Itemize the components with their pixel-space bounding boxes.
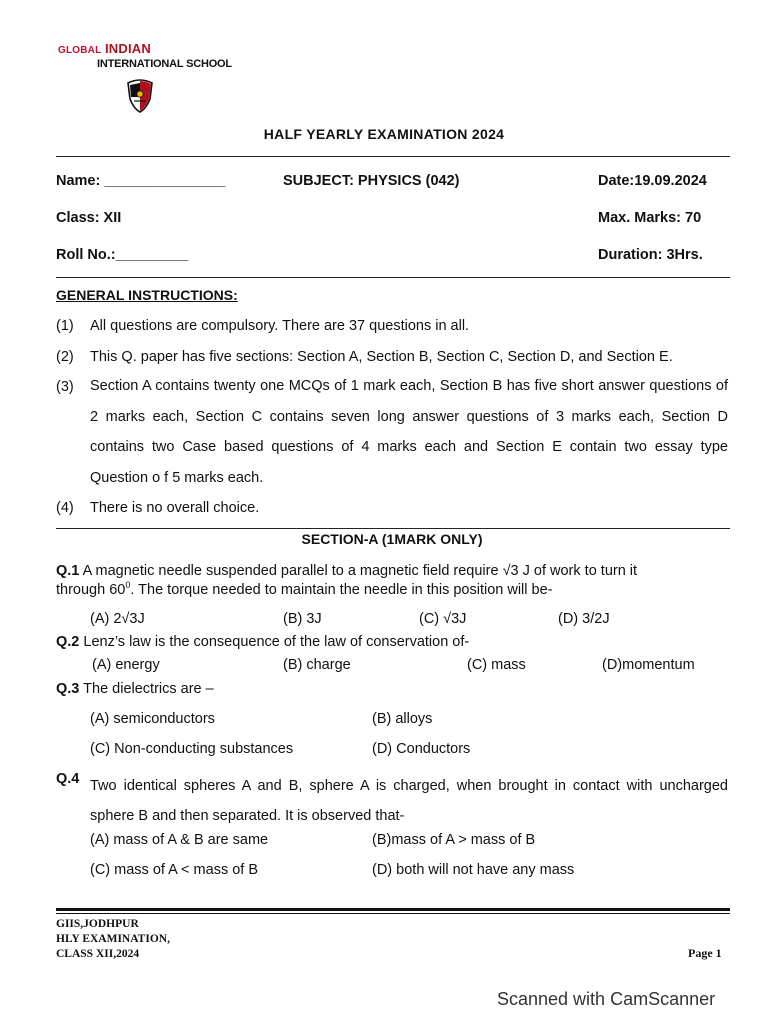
question-text: . The torque needed to maintain the needle in this position will be-: [130, 581, 553, 598]
option-b: (B)mass of A > mass of B: [372, 832, 536, 848]
school-global: GLOBAL: [58, 45, 102, 56]
question-3: [56, 681, 728, 697]
question-text: The dielectrics are –: [83, 681, 214, 697]
instruction-text: Section A contains twenty one MCQs of 1 mark each, Section B has five short answer questions of 2 marks each, Section C contains seven long answer questions of 3 marks each, Section D contains two Case based questions of 4 marks each and Section E contain two essay type Question o f 5 marks each.: [90, 378, 728, 486]
school-name-line2: INTERNATIONAL SCHOOL: [97, 58, 232, 70]
question-text: A magnetic needle suspended parallel to a magnetic field require √3 J of work to turn it: [82, 563, 638, 579]
option-c: (C) mass of A < mass of B: [90, 862, 259, 878]
school-indian: INDIAN: [104, 41, 151, 56]
header-divider-bottom: [56, 277, 730, 278]
question-number: Q.1: [56, 563, 80, 579]
degree-superscript: 0: [125, 580, 131, 590]
option-a: (A) semiconductors: [90, 711, 215, 727]
question-number: Q.2: [56, 634, 80, 650]
option-c: (C) Non-conducting substances: [90, 741, 294, 757]
footer-exam: HLY EXAMINATION,: [56, 933, 170, 945]
option-c: (C) √3J: [419, 611, 467, 627]
duration-label: Duration: 3Hrs.: [598, 247, 703, 263]
instruction-text: All questions are compulsory. There are 37 questions in all.: [90, 318, 470, 334]
option-d: (D)momentum: [602, 657, 695, 673]
school-name-line1: [58, 41, 151, 56]
class-label: Class: XII: [56, 210, 122, 226]
instructions-divider: [56, 528, 730, 529]
name-field: Name: _______________: [56, 173, 226, 189]
question-2: [56, 634, 728, 650]
instruction-text: This Q. paper has five sections: Section A, Section B, Section C, Section D, and Section E.: [90, 349, 673, 365]
footer-school: GIIS,JODHPUR: [56, 918, 139, 930]
option-b: (B) charge: [283, 657, 351, 673]
footer-info: [56, 917, 170, 962]
option-b: (B) 3J: [283, 611, 322, 627]
instruction-text: There is no overall choice.: [90, 500, 260, 516]
instruction-number: (2): [56, 349, 74, 365]
option-a: (A) mass of A & B are same: [90, 832, 269, 848]
question-text: Lenz’s law is the consequence of the law of conservation of-: [83, 634, 470, 650]
question-1: [56, 563, 728, 598]
option-a: (A) 2√3J: [90, 611, 145, 627]
instruction-number: (4): [56, 500, 74, 516]
scanner-watermark: Scanned with CamScanner: [497, 989, 716, 1009]
footer-class: CLASS XII,2024: [56, 948, 140, 960]
option-d: (D) 3/2J: [558, 611, 610, 627]
footer-divider-thin: [56, 913, 730, 914]
option-c: (C) mass: [467, 657, 526, 673]
question-text: through 60: [56, 581, 126, 598]
option-a: (A) energy: [92, 657, 160, 673]
school-crest-icon: [126, 77, 154, 113]
question-number: Q.3: [56, 681, 80, 697]
instructions-heading: GENERAL INSTRUCTIONS:: [56, 287, 238, 303]
instruction-number: (3): [56, 379, 74, 395]
header-divider-top: [56, 156, 730, 157]
footer-divider-thick: [56, 908, 730, 911]
option-d: (D) Conductors: [372, 741, 471, 757]
date-label: Date:19.09.2024: [598, 173, 707, 189]
page-number: Page 1: [688, 946, 722, 960]
option-d: (D) both will not have any mass: [372, 862, 575, 878]
section-a-heading: SECTION-A (1MARK ONLY): [301, 531, 483, 547]
roll-no-field: Roll No.:_________: [56, 247, 189, 263]
question-text: Two identical spheres A and B, sphere A is charged, when brought in contact with uncharged sphere B and then separated. It is observed that-: [90, 778, 728, 824]
question-number: Q.4: [56, 771, 80, 787]
exam-title: HALF YEARLY EXAMINATION 2024: [263, 126, 505, 142]
subject-label: SUBJECT: PHYSICS (042): [283, 173, 460, 189]
option-b: (B) alloys: [372, 711, 433, 727]
instruction-number: (1): [56, 318, 74, 334]
max-marks-label: Max. Marks: 70: [598, 210, 702, 226]
